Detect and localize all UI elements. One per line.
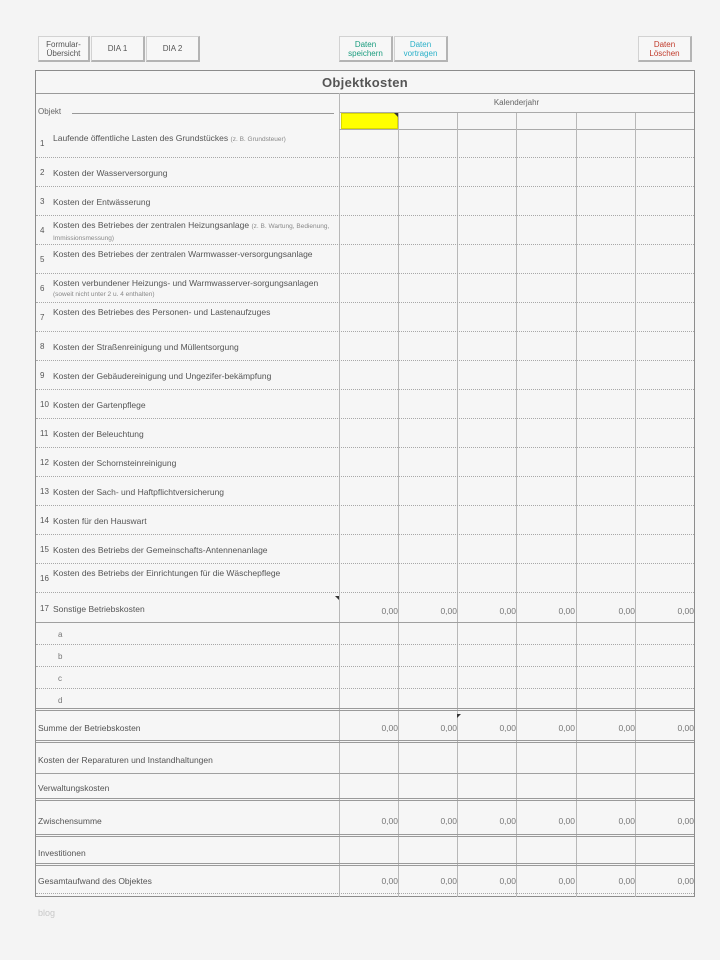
value-input-cell[interactable] <box>577 303 634 331</box>
value-input-cell[interactable] <box>636 689 693 709</box>
value-input-cell[interactable] <box>636 245 693 273</box>
value-input-cell[interactable] <box>340 129 397 157</box>
table-row <box>36 332 694 361</box>
value-input-cell[interactable] <box>399 506 456 534</box>
value-input-cell[interactable] <box>577 187 634 215</box>
value-input-cell[interactable] <box>577 840 634 864</box>
sub-row-label: b <box>58 652 63 661</box>
value-input-cell[interactable] <box>399 477 456 505</box>
value-input-cell[interactable] <box>340 187 397 215</box>
value-input-cell[interactable] <box>458 216 515 244</box>
formular-uebersicht-button[interactable] <box>38 36 90 62</box>
row-label-note: (soweit nicht unter 2 u. 4 enthalten) <box>53 291 155 298</box>
row-label-text: Kosten des Betriebs der Einrichtungen für die Wäschepflege <box>53 568 281 578</box>
value-input-cell[interactable] <box>340 448 397 476</box>
kalenderjahr-label: Kalenderjahr <box>493 98 540 107</box>
value-input-cell[interactable] <box>340 390 397 418</box>
value-input-cell[interactable] <box>399 419 456 447</box>
value-input-cell[interactable] <box>458 535 515 563</box>
sub-row <box>36 689 694 711</box>
cell-value: 0,00 <box>499 606 516 616</box>
row-number: 16 <box>40 573 49 583</box>
dia1-button[interactable] <box>91 36 145 62</box>
value-input-cell[interactable] <box>577 245 634 273</box>
value-input-cell[interactable] <box>399 667 456 687</box>
value-input-cell[interactable] <box>636 564 693 592</box>
gesamtaufwand-row <box>36 868 694 894</box>
row-label-text: Kosten der Schornsteinreinigung <box>53 457 177 468</box>
row-label: Zwischensumme <box>38 815 102 826</box>
value-input-cell[interactable] <box>340 667 397 687</box>
value-input-cell[interactable] <box>458 506 515 534</box>
summe-betriebskosten-row <box>36 713 694 743</box>
objekt-label: Objekt <box>38 107 62 116</box>
value-input-cell[interactable] <box>577 506 634 534</box>
row-label-text: Laufende öffentliche Lasten des Grundstückes <box>53 133 229 143</box>
value-input-cell[interactable] <box>517 158 575 186</box>
value-input-cell[interactable] <box>517 746 575 772</box>
cell-value: 0,00 <box>618 815 635 826</box>
value-input-cell[interactable] <box>340 506 397 534</box>
row-label <box>53 545 338 555</box>
row-label-note: (z. B. Wartung, Bedienung, Immissionsmessung) <box>53 223 330 242</box>
objekt-underline <box>72 113 334 114</box>
cell-value: 0,00 <box>558 606 575 616</box>
row-number: 11 <box>40 428 49 438</box>
value-input-cell[interactable] <box>636 187 693 215</box>
row-label <box>53 516 338 526</box>
value-input-cell[interactable] <box>577 623 634 643</box>
daten-speichern-button[interactable] <box>339 36 393 62</box>
value-input-cell[interactable] <box>636 419 693 447</box>
row-label: Summe der Betriebskosten <box>38 723 141 733</box>
value-input-cell[interactable] <box>517 332 575 360</box>
value-input-cell[interactable] <box>577 274 634 302</box>
value-input-cell[interactable] <box>636 361 693 389</box>
row-number: 8 <box>40 341 45 351</box>
value-input-cell[interactable] <box>517 216 575 244</box>
value-input-cell[interactable] <box>517 274 575 302</box>
row-number: 2 <box>40 167 45 177</box>
row-label <box>53 400 338 410</box>
row-label: Verwaltungskosten <box>38 782 110 793</box>
cell-value: 0,00 <box>381 723 398 733</box>
value-input-cell[interactable] <box>340 216 397 244</box>
kalenderjahr-input-cell[interactable] <box>341 113 398 129</box>
value-input-cell[interactable] <box>340 746 397 772</box>
table-row <box>36 245 694 274</box>
cell-value: 0,00 <box>440 606 457 616</box>
toolbar <box>0 0 720 70</box>
value-input-cell[interactable] <box>577 645 634 665</box>
value-input-cell[interactable] <box>340 274 397 302</box>
row-label: Gesamtaufwand des Objektes <box>38 876 152 886</box>
value-input-cell[interactable] <box>458 774 515 799</box>
value-input-cell[interactable] <box>458 303 515 331</box>
value-input-cell[interactable] <box>577 419 634 447</box>
value-input-cell[interactable] <box>517 477 575 505</box>
button-label-line2: Übersicht <box>46 48 81 58</box>
row-label <box>53 133 338 145</box>
cell-value: 0,00 <box>381 606 398 616</box>
cell-value: 0,00 <box>677 815 694 826</box>
value-input-cell[interactable] <box>577 390 634 418</box>
value-input-cell[interactable] <box>577 564 634 592</box>
cell-value: 0,00 <box>499 723 516 733</box>
value-input-cell[interactable] <box>458 645 515 665</box>
row-label <box>53 220 338 244</box>
value-input-cell[interactable] <box>458 564 515 592</box>
investitionen-row <box>36 840 694 866</box>
button-label: DIA 1 <box>107 44 128 53</box>
value-input-cell[interactable] <box>517 390 575 418</box>
row-number: 15 <box>40 544 49 554</box>
table-row <box>36 535 694 564</box>
sub-row <box>36 667 694 689</box>
row-label-text: Kosten der Beleuchtung <box>53 428 144 439</box>
row-label <box>53 568 338 578</box>
row-number: 3 <box>40 196 45 206</box>
cell-value: 0,00 <box>677 723 694 733</box>
table-row-17 <box>36 593 694 623</box>
value-input-cell[interactable] <box>340 332 397 360</box>
cell-value: 0,00 <box>440 723 457 733</box>
value-input-cell[interactable] <box>636 535 693 563</box>
cell-value: 0,00 <box>440 815 457 826</box>
value-input-cell[interactable] <box>399 746 456 772</box>
value-input-cell[interactable] <box>340 535 397 563</box>
row-label-text: Kosten verbundener Heizungs- und Warmwasserver-sorgungsanlagen <box>53 278 319 288</box>
footer-watermark: blog <box>38 908 56 918</box>
value-input-cell[interactable] <box>636 774 693 799</box>
value-input-cell[interactable] <box>458 448 515 476</box>
row-label: Investitionen <box>38 848 86 858</box>
reparaturen-row <box>36 746 694 774</box>
cell-value: 0,00 <box>677 606 694 616</box>
value-input-cell[interactable] <box>636 274 693 302</box>
value-input-cell[interactable] <box>458 274 515 302</box>
value-input-cell[interactable] <box>577 477 634 505</box>
sub-row-label: a <box>58 630 63 639</box>
table-row <box>36 564 694 593</box>
table-row <box>36 303 694 332</box>
value-input-cell[interactable] <box>399 129 456 157</box>
value-input-cell[interactable] <box>458 361 515 389</box>
table-row <box>36 361 694 390</box>
value-input-cell[interactable] <box>636 390 693 418</box>
verwaltungskosten-row <box>36 774 694 801</box>
row-label <box>53 249 338 259</box>
value-input-cell[interactable] <box>399 448 456 476</box>
value-input-cell[interactable] <box>340 689 397 709</box>
value-input-cell[interactable] <box>636 332 693 360</box>
value-input-cell[interactable] <box>458 667 515 687</box>
row-number: 4 <box>40 225 45 235</box>
value-input-cell[interactable] <box>458 158 515 186</box>
value-input-cell[interactable] <box>399 332 456 360</box>
value-input-cell[interactable] <box>636 667 693 687</box>
value-input-cell[interactable] <box>577 667 634 687</box>
value-input-cell[interactable] <box>340 303 397 331</box>
objektkosten-sheet <box>35 70 695 897</box>
value-input-cell[interactable] <box>340 564 397 592</box>
row-label-text: Kosten der Straßenreinigung und Müllentsorgung <box>53 341 239 352</box>
cell-value: 0,00 <box>558 876 575 886</box>
table-row <box>36 477 694 506</box>
value-input-cell[interactable] <box>517 361 575 389</box>
row-label <box>53 371 338 381</box>
value-input-cell[interactable] <box>458 332 515 360</box>
row-label-text: Kosten des Betriebes der zentralen Warmwasser-versorgungsanlage <box>53 249 313 259</box>
row-label <box>53 307 338 317</box>
row-number: 1 <box>40 138 45 148</box>
value-input-cell[interactable] <box>458 477 515 505</box>
value-input-cell[interactable] <box>399 390 456 418</box>
row-label-note: (z. B. Grundsteuer) <box>230 136 286 143</box>
table-row <box>36 274 694 303</box>
value-input-cell[interactable] <box>399 645 456 665</box>
value-input-cell[interactable] <box>517 448 575 476</box>
row-label <box>53 168 338 178</box>
cell-value: 0,00 <box>558 723 575 733</box>
value-input-cell[interactable] <box>399 158 456 186</box>
value-input-cell[interactable] <box>517 689 575 709</box>
value-input-cell[interactable] <box>636 158 693 186</box>
value-input-cell[interactable] <box>340 419 397 447</box>
row-label <box>53 429 338 439</box>
sub-row <box>36 645 694 667</box>
row-label <box>53 342 338 352</box>
row-label <box>53 458 338 468</box>
row-label: Kosten der Reparaturen und Instandhaltungen <box>38 755 213 765</box>
value-input-cell[interactable] <box>399 274 456 302</box>
value-input-cell[interactable] <box>458 746 515 772</box>
row-label-text: Kosten der Gebäudereinigung und Ungezifer-bekämpfung <box>53 370 272 381</box>
row-label-text: Kosten für den Hauswart <box>53 515 147 526</box>
cell-value: 0,00 <box>618 606 635 616</box>
row-number: 7 <box>40 312 45 322</box>
value-input-cell[interactable] <box>340 245 397 273</box>
value-input-cell[interactable] <box>636 623 693 643</box>
value-input-cell[interactable] <box>577 746 634 772</box>
cell-value: 0,00 <box>499 876 516 886</box>
row-number: 17 <box>40 604 49 613</box>
sub-row <box>36 623 694 645</box>
value-input-cell[interactable] <box>577 448 634 476</box>
value-input-cell[interactable] <box>458 840 515 864</box>
value-input-cell[interactable] <box>399 245 456 273</box>
value-input-cell[interactable] <box>517 840 575 864</box>
daten-vortragen-button[interactable] <box>394 36 448 62</box>
table-row <box>36 129 694 158</box>
row-number: 5 <box>40 254 45 264</box>
button-label: DIA 2 <box>162 44 183 53</box>
row-label <box>53 197 338 207</box>
row-label-text: Kosten der Sach- und Haftpflichtversicherung <box>53 486 225 497</box>
cell-value: 0,00 <box>618 876 635 886</box>
cell-value: 0,00 <box>677 876 694 886</box>
table-row <box>36 506 694 535</box>
value-input-cell[interactable] <box>577 774 634 799</box>
value-input-cell[interactable] <box>577 158 634 186</box>
cell-value: 0,00 <box>440 876 457 886</box>
row-number: 10 <box>40 399 49 409</box>
value-input-cell[interactable] <box>340 361 397 389</box>
sub-row-label: d <box>58 696 63 705</box>
row-number: 6 <box>40 283 45 293</box>
table-row <box>36 448 694 477</box>
sheet-title: Objektkosten <box>36 71 694 94</box>
dia2-button[interactable] <box>146 36 200 62</box>
value-input-cell[interactable] <box>399 187 456 215</box>
row-label-text: Kosten der Wasserversorgung <box>53 167 168 178</box>
button-label-line1: Daten <box>354 39 377 49</box>
value-input-cell[interactable] <box>636 129 693 157</box>
value-input-cell[interactable] <box>517 623 575 643</box>
value-input-cell[interactable] <box>458 390 515 418</box>
cell-value: 0,00 <box>558 815 575 826</box>
value-input-cell[interactable] <box>517 535 575 563</box>
zwischensumme-row <box>36 804 694 837</box>
row-label-text: Kosten des Betriebes der zentralen Heizungsanlage <box>53 220 250 230</box>
row-number: 12 <box>40 457 49 467</box>
table-row <box>36 419 694 448</box>
value-input-cell[interactable] <box>577 361 634 389</box>
row-label <box>53 278 338 300</box>
value-input-cell[interactable] <box>636 645 693 665</box>
value-input-cell[interactable] <box>577 129 634 157</box>
value-input-cell[interactable] <box>458 245 515 273</box>
value-input-cell[interactable] <box>517 645 575 665</box>
comment-marker <box>335 596 339 600</box>
value-input-cell[interactable] <box>577 216 634 244</box>
value-input-cell[interactable] <box>636 303 693 331</box>
value-input-cell[interactable] <box>517 419 575 447</box>
value-input-cell[interactable] <box>636 506 693 534</box>
table-row <box>36 216 694 245</box>
row-number: 9 <box>40 370 45 380</box>
value-input-cell[interactable] <box>517 506 575 534</box>
value-input-cell[interactable] <box>577 332 634 360</box>
value-input-cell[interactable] <box>517 564 575 592</box>
value-input-cell[interactable] <box>399 361 456 389</box>
row-label-text: Kosten des Betriebes des Personen- und Lastenaufzuges <box>53 307 271 317</box>
button-label-line2: speichern <box>348 48 383 58</box>
value-input-cell[interactable] <box>340 158 397 186</box>
value-input-cell[interactable] <box>517 667 575 687</box>
button-label-line2: Löschen <box>649 48 680 58</box>
value-input-cell[interactable] <box>399 216 456 244</box>
value-input-cell[interactable] <box>340 774 397 799</box>
value-input-cell[interactable] <box>399 303 456 331</box>
button-label-line1: Daten <box>409 39 432 49</box>
value-input-cell[interactable] <box>399 535 456 563</box>
value-input-cell[interactable] <box>458 129 515 157</box>
row-label <box>53 487 338 497</box>
cell-value: 0,00 <box>618 723 635 733</box>
value-input-cell[interactable] <box>399 623 456 643</box>
value-input-cell[interactable] <box>340 623 397 643</box>
value-input-cell[interactable] <box>636 448 693 476</box>
value-input-cell[interactable] <box>399 689 456 709</box>
table-row <box>36 187 694 216</box>
value-input-cell[interactable] <box>517 774 575 799</box>
value-input-cell[interactable] <box>577 535 634 563</box>
daten-loeschen-button[interactable] <box>638 36 692 62</box>
value-input-cell[interactable] <box>458 623 515 643</box>
table-row <box>36 158 694 187</box>
value-input-cell[interactable] <box>517 187 575 215</box>
value-input-cell[interactable] <box>636 840 693 864</box>
value-input-cell[interactable] <box>458 419 515 447</box>
button-label-line1: Daten <box>653 39 676 49</box>
sub-row-label: c <box>58 674 62 683</box>
value-input-cell[interactable] <box>340 477 397 505</box>
row-label: Sonstige Betriebskosten <box>53 604 145 614</box>
button-label-line1: Formular- <box>46 39 81 49</box>
value-input-cell[interactable] <box>517 245 575 273</box>
cell-value: 0,00 <box>499 815 516 826</box>
value-input-cell[interactable] <box>399 564 456 592</box>
value-input-cell[interactable] <box>340 840 397 864</box>
value-input-cell[interactable] <box>399 774 456 799</box>
value-input-cell[interactable] <box>636 746 693 772</box>
value-input-cell[interactable] <box>636 477 693 505</box>
row-number: 13 <box>40 486 49 496</box>
row-label-text: Kosten des Betriebs der Gemeinschafts-Antennenanlage <box>53 544 268 555</box>
value-input-cell[interactable] <box>399 840 456 864</box>
value-input-cell[interactable] <box>636 216 693 244</box>
value-input-cell[interactable] <box>517 303 575 331</box>
cell-value: 0,00 <box>381 815 398 826</box>
value-input-cell[interactable] <box>340 645 397 665</box>
value-input-cell[interactable] <box>577 689 634 709</box>
row-label-text: Kosten der Entwässerung <box>53 196 151 207</box>
value-input-cell[interactable] <box>458 187 515 215</box>
row-number: 14 <box>40 515 49 525</box>
table-row <box>36 390 694 419</box>
button-label-line2: vortragen <box>403 48 438 58</box>
value-input-cell[interactable] <box>517 129 575 157</box>
cell-value: 0,00 <box>381 876 398 886</box>
row-label-text: Kosten der Gartenpflege <box>53 399 146 410</box>
value-input-cell[interactable] <box>458 689 515 709</box>
